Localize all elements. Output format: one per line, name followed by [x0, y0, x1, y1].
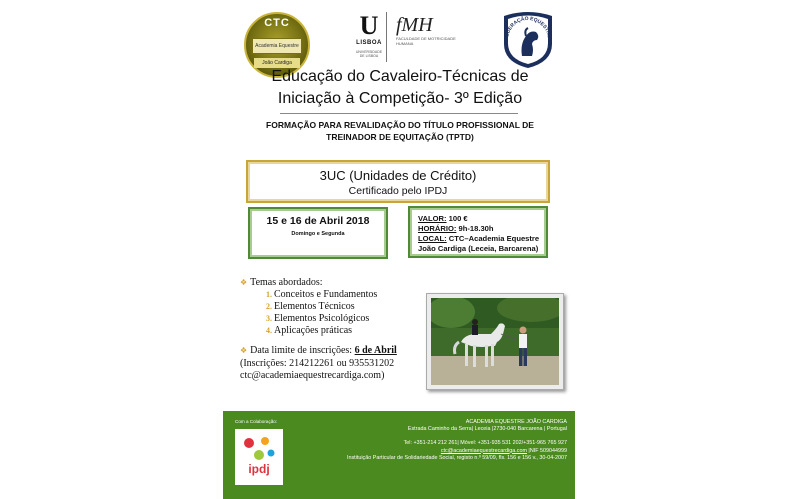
- date-box: [248, 207, 388, 259]
- price-label: VALOR:: [418, 214, 447, 223]
- photo-illustration: [431, 298, 559, 385]
- credits-box: [246, 160, 550, 203]
- topics-heading-row: [240, 277, 416, 289]
- event-subtitle-line1: FORMAÇÃO PARA REVALIDAÇÃO DO TÍTULO PROFISSIONAL DE: [266, 120, 534, 130]
- fep-logo: [500, 10, 556, 70]
- price-value: 100 €: [446, 214, 468, 223]
- event-days: Domingo e Segunda: [291, 231, 345, 237]
- fmh-mark: fMH: [396, 14, 433, 36]
- event-title-line2: Iniciação à Competição- 3º Edição: [277, 90, 523, 107]
- price-row: [418, 214, 546, 224]
- credits-line: 3UC (Unidades de Crédito): [319, 168, 477, 183]
- info-box: [408, 206, 548, 258]
- list-item: 3. Elementos Psicológicos: [274, 313, 416, 325]
- ctc-logo-top-text: CTC: [264, 17, 290, 29]
- diamond-bullet-icon: ❖: [240, 346, 248, 355]
- deadline-section: [240, 345, 440, 383]
- list-item: 1. Conceitos e Fundamentos: [274, 289, 416, 301]
- topics-section: [240, 277, 416, 337]
- horse-training-photo: [426, 293, 564, 390]
- event-subtitle-line2: TREINADOR DE EQUITAÇÃO (TPTD): [326, 132, 474, 142]
- ulisboa-logo: [354, 12, 384, 62]
- registration-phones: (Inscrições: 214212261 ou 935531202: [240, 357, 395, 369]
- diamond-bullet-icon: ❖: [240, 278, 248, 287]
- certification-line: Certificado pelo IPDJ: [348, 185, 448, 197]
- footer-org-name: ACADEMIA EQUESTRE JOÃO CARDIGA: [465, 419, 567, 425]
- collaboration-label: Com a Colaboração:: [235, 419, 278, 424]
- list-item: 2. Elementos Técnicos: [274, 301, 416, 313]
- list-item: 4. Aplicações práticas: [274, 325, 416, 337]
- footer-address: Estrada Caminho da Serra| Leceia |2730-040 Barcarena | Portugal: [407, 426, 567, 433]
- schedule-row: [418, 224, 546, 234]
- location-label: LOCAL:: [418, 234, 447, 243]
- location-value: CTC–Academia Equestre: [446, 234, 540, 243]
- ulisboa-letter: U: [359, 11, 379, 40]
- ctc-logo-bottom-text: João Cardiga: [254, 58, 300, 68]
- ctc-logo-band-text: Academia Equestre: [252, 38, 302, 54]
- event-dates: 15 e 16 de Abril 2018: [266, 215, 370, 227]
- ulisboa-name: LISBOA: [356, 40, 382, 46]
- footer-ipss: Instituição Particular de Solidariedade Social, registo n.º 59/09, fls. 156 e 156 v., 30-04-2007: [346, 454, 567, 461]
- footer: [223, 411, 575, 499]
- registration-email[interactable]: ctc@academiaequestrecardiga.com): [240, 370, 385, 381]
- topics-heading: Temas abordados:: [250, 277, 323, 288]
- footer-contact-block: [307, 419, 567, 462]
- logo-divider: [386, 12, 387, 62]
- deadline-row: [240, 345, 440, 358]
- ipdj-logo: [235, 429, 283, 485]
- title-divider: [280, 113, 518, 114]
- schedule-label: HORÁRIO:: [418, 224, 457, 233]
- fep-horse-shield-icon: [500, 10, 556, 70]
- fep-arc-text: FEDERAÇÃO EQUESTRE: [503, 15, 552, 41]
- ipdj-logo-text: ipdj: [248, 462, 270, 476]
- deadline-date: 6 de Abril: [354, 345, 397, 356]
- footer-email-link[interactable]: ctc@academiaequestrecardiga.com: [440, 447, 527, 454]
- fmh-sub: FACULDADE DE MOTRICIDADE HUMANA: [396, 36, 456, 46]
- ulisboa-sub: UNIVERSIDADE DE LISBOA: [355, 50, 383, 58]
- footer-nif: |NIF 509044999: [526, 447, 567, 454]
- topics-list: [240, 289, 416, 337]
- location-value-line2: João Cardiga (Leceia, Barcarena): [418, 244, 539, 253]
- footer-phones: Tel: +351-214 212 261| Móvel: +351-935 531 202/+351-965 765 927: [403, 440, 567, 447]
- schedule-value: 9h-18.30h: [456, 224, 494, 233]
- footer-email-row: [307, 448, 567, 455]
- fmh-logo: [396, 14, 456, 60]
- ipdj-logo-icon: [235, 429, 283, 485]
- deadline-label: Data limite de inscrições:: [250, 345, 355, 356]
- event-title-line1: Educação do Cavaleiro-Técnicas de: [271, 68, 529, 85]
- location-row: [418, 234, 546, 244]
